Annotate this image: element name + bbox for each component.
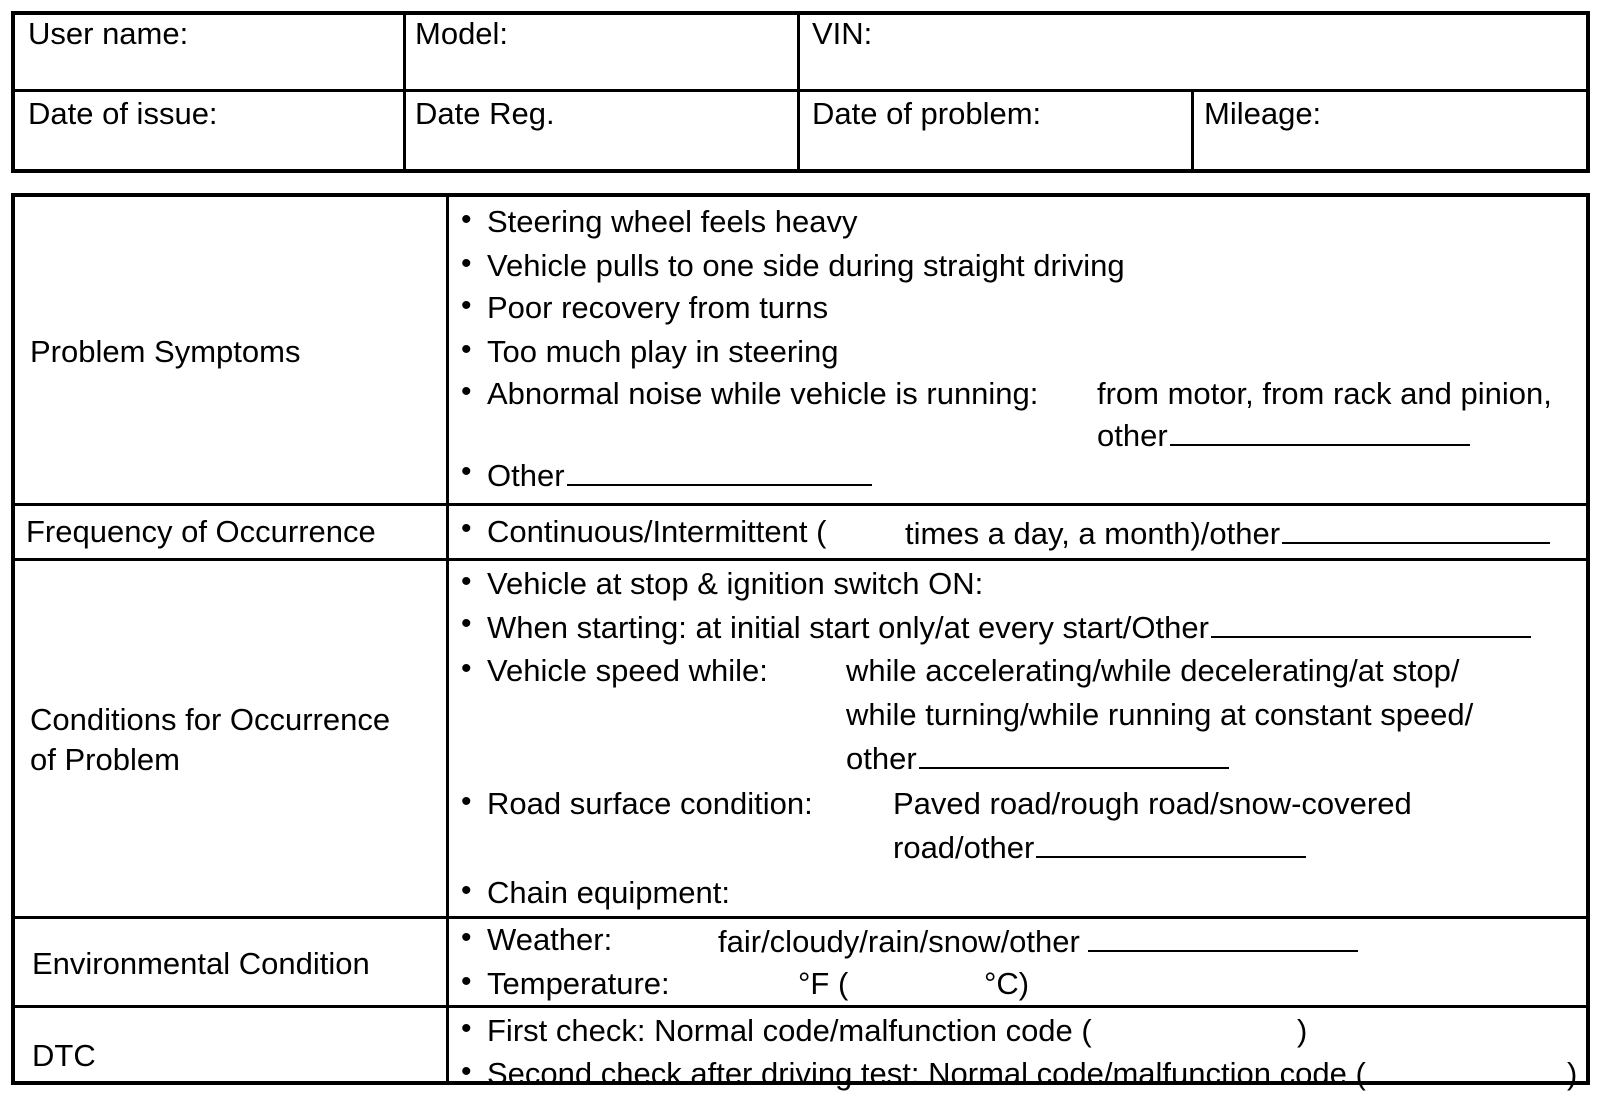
symptom-item: Poor recovery from turns xyxy=(487,290,829,325)
user-name-label: User name: xyxy=(28,16,189,51)
bullet: • xyxy=(461,965,472,998)
bullet: • xyxy=(461,289,472,322)
bullet: • xyxy=(461,921,472,954)
symptom-item: Vehicle pulls to one side during straight driving xyxy=(487,248,1125,283)
dtc-first-close: ) xyxy=(1297,1013,1308,1048)
row-divider xyxy=(11,503,1590,506)
bullet: • xyxy=(461,607,472,640)
dtc-first-check: First check: Normal code/malfunction code ( xyxy=(487,1013,1092,1048)
condition-chain: Chain equipment: xyxy=(487,875,730,910)
weather-options: fair/cloudy/rain/snow/other xyxy=(718,924,1358,957)
blank-line xyxy=(1211,610,1531,638)
frequency-item-a: Continuous/Intermittent ( xyxy=(487,514,827,549)
blank-line xyxy=(567,458,872,486)
temperature-label: Temperature: xyxy=(487,966,670,1001)
symptom-item: Steering wheel feels heavy xyxy=(487,204,858,239)
label-column-divider xyxy=(446,193,449,1085)
bullet: • xyxy=(461,247,472,280)
weather-label: Weather: xyxy=(487,922,613,957)
condition-stop: Vehicle at stop & ignition switch ON: xyxy=(487,566,984,601)
bullet: • xyxy=(461,874,472,907)
bullet: • xyxy=(461,203,472,236)
row-divider xyxy=(11,558,1590,561)
date-reg-label: Date Reg. xyxy=(415,96,555,131)
header-col-divider xyxy=(403,11,406,173)
blank-line xyxy=(1036,830,1306,858)
condition-road-label: Road surface condition: xyxy=(487,786,813,821)
condition-speed-line2: while turning/while running at constant speed/ xyxy=(846,697,1474,732)
symptom-item: Abnormal noise while vehicle is running: xyxy=(487,376,1039,411)
date-of-problem-label: Date of problem: xyxy=(812,96,1042,131)
blank-line xyxy=(1282,516,1550,544)
bullet: • xyxy=(461,1012,472,1045)
blank-line xyxy=(1088,924,1358,952)
condition-road-line2: road/other xyxy=(893,830,1306,863)
blank-line xyxy=(1170,418,1470,446)
row-divider xyxy=(11,916,1590,919)
bullet: • xyxy=(461,375,472,408)
date-of-issue-label: Date of issue: xyxy=(28,96,218,131)
bullet: • xyxy=(461,785,472,818)
temperature-c: °C) xyxy=(984,966,1030,1001)
conditions-label-line1: Conditions for Occurrence xyxy=(30,702,391,737)
conditions-label-line2: of Problem xyxy=(30,742,180,777)
symptom-item: Other xyxy=(487,458,872,491)
symptom-item: Too much play in steering xyxy=(487,334,839,369)
environment-label: Environmental Condition xyxy=(32,946,370,981)
frequency-label: Frequency of Occurrence xyxy=(26,514,376,549)
bullet: • xyxy=(461,565,472,598)
dtc-label: DTC xyxy=(32,1038,96,1073)
condition-speed-label: Vehicle speed while: xyxy=(487,653,768,688)
header-row-divider xyxy=(11,89,1590,92)
condition-speed-line3: other xyxy=(846,741,1229,774)
dtc-second-close: ) xyxy=(1567,1056,1578,1091)
bullet: • xyxy=(461,1055,472,1088)
noise-options: from motor, from rack and pinion, xyxy=(1097,376,1552,411)
header-col-divider xyxy=(1191,89,1194,173)
vin-label: VIN: xyxy=(812,16,873,51)
noise-other: other xyxy=(1097,418,1470,451)
model-label: Model: xyxy=(415,16,509,51)
bullet: • xyxy=(461,455,472,488)
bullet: • xyxy=(461,333,472,366)
temperature-f: °F ( xyxy=(798,966,849,1001)
blank-line xyxy=(919,741,1229,769)
dtc-second-check: Second check after driving test: Normal code/malfunction code ( xyxy=(487,1056,1366,1091)
condition-speed-line1: while accelerating/while decelerating/at stop/ xyxy=(846,653,1460,688)
condition-road-line1: Paved road/rough road/snow-covered xyxy=(893,786,1412,821)
problem-symptoms-label: Problem Symptoms xyxy=(30,334,301,369)
frequency-item-b: times a day, a month)/other xyxy=(905,516,1550,549)
header-table xyxy=(11,11,1590,173)
header-col-divider xyxy=(797,11,800,173)
row-divider xyxy=(11,1005,1590,1008)
condition-starting: When starting: at initial start only/at every start/Other xyxy=(487,610,1531,643)
mileage-label: Mileage: xyxy=(1204,96,1322,131)
bullet: • xyxy=(461,512,472,545)
bullet: • xyxy=(461,652,472,685)
